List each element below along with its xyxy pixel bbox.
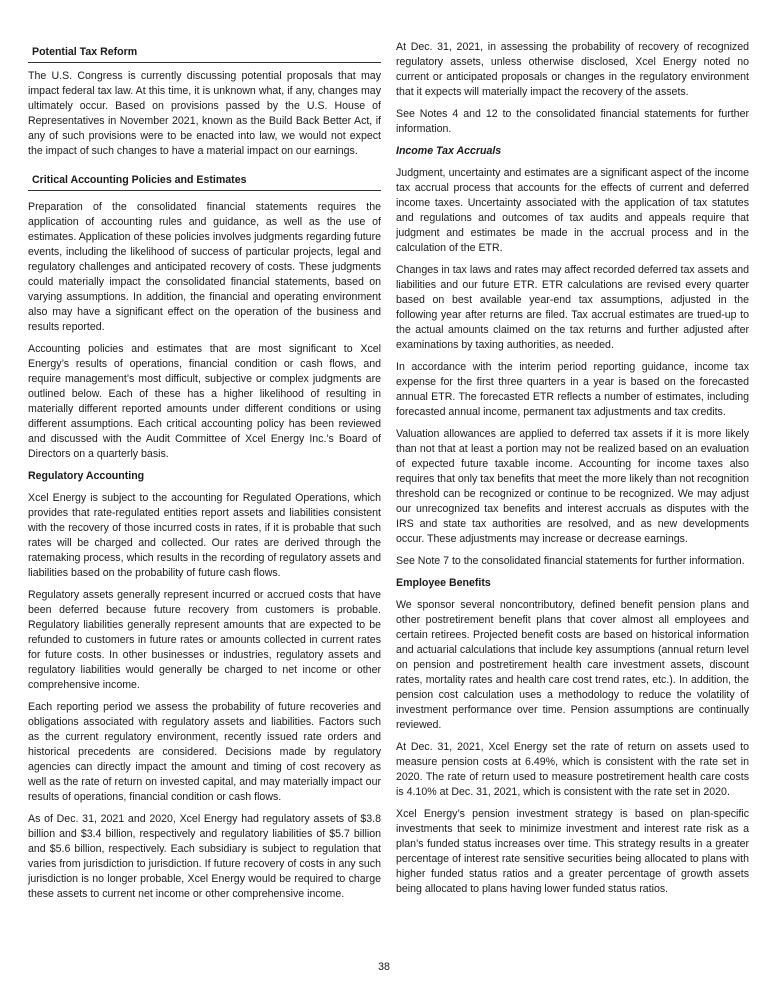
paragraph: The U.S. Congress is currently discussing potential proposals that may impact federal tax law. At this time, it is unknown what, if any, changes may ultimately occur. Based on provisions passed by the U.S. House of Representatives in November 2021, known as the Build Back Better Act, if any of such provisions were to be enacted into law, we would not expect the impact of such changes to have a material impact on our earnings. — [28, 70, 381, 157]
paragraph: As of Dec. 31, 2021 and 2020, Xcel Energy had regulatory assets of $3.8 billion and $3.4 billion, respectively and regulatory liabilities of $5.7 billion and $5.6 billion, respectively. Each subsidiary is subject to regulation that varies from jurisdiction to jurisdiction. If future recovery of costs in any such jurisdiction is no longer probable, Xcel Energy would be required to charge these assets to current net income or other comprehensive income. — [28, 813, 381, 900]
paragraph: Xcel Energy is subject to the accounting for Regulated Operations, which provides that rate-regulated entities report assets and liabilities consistent with the recovery of those incurred costs in rates, if it is probable that such rates will be charged and collected. Our rates are derived through the ratemaking process, which results in the recording of regulatory assets and liabilities based on the probability of future cash flows. — [28, 492, 381, 579]
subheading-income-tax-accruals: Income Tax Accruals — [396, 145, 502, 157]
paragraph: See Note 7 to the consolidated financial statements for further information. — [396, 555, 745, 567]
paragraph: See Notes 4 and 12 to the consolidated financial statements for further information. — [396, 108, 749, 135]
paragraph: Each reporting period we assess the probability of future recoveries and obligations associated with regulatory assets and liabilities. Factors such as the current regulatory environment, recently issued rate orders and historical precedents are considered. Decisions made by regulatory agencies can directly impact the amount and timing of cost recovery as well as the rate of return on invested capital, and may materially impact our results of operations, financial condition or cash flows. — [28, 701, 381, 803]
right-column — [396, 40, 749, 904]
section-heading-critical-accounting: Critical Accounting Policies and Estimates — [28, 169, 381, 191]
paragraph: At Dec. 31, 2021, Xcel Energy set the rate of return on assets used to measure pension costs at 6.49%, which is consistent with the rate set in 2020. The rate of return used to measure postretirement health care costs is 4.10% at Dec. 31, 2021, which is consistent with the rate set in 2020. — [396, 741, 749, 798]
paragraph: Judgment, uncertainty and estimates are a significant aspect of the income tax accrual process that accounts for the effects of current and deferred income taxes. Uncertainty associated with the application of tax statutes and regulations and outcomes of tax audits and appeals require that judgment and estimates be made in the accrual process and in the calculation of the ETR. — [396, 167, 749, 254]
page-number: 38 — [378, 961, 390, 973]
paragraph: Changes in tax laws and rates may affect recorded deferred tax assets and liabilities and our future ETR. ETR calculations are revised every quarter based on best available year-end tax assumptions, adjusted in the following year after returns are filed. Tax accrual estimates are trued-up to the actual amounts claimed on the tax returns and further adjusted after examinations by taxing authorities, as needed. — [396, 264, 749, 351]
paragraph: In accordance with the interim period reporting guidance, income tax expense for the first three quarters in a year is based on the forecasted annual ETR. The forecasted ETR reflects a number of estimates, including forecasted annual income, permanent tax adjustments and tax credits. — [396, 361, 749, 418]
subheading-regulatory-accounting: Regulatory Accounting — [28, 470, 145, 482]
paragraph: Preparation of the consolidated financial statements requires the application of accounting rules and guidance, as well as the use of estimates. Application of these policies involves judgments regarding future events, including the likelihood of success of particular projects, legal and regulatory challenges and anticipated recovery of costs. These judgments could materially impact the consolidated financial statements, based on varying assumptions. In addition, the financial and operating environment also may have a significant effect on the operation of the business and results reported. — [28, 201, 381, 333]
paragraph: Valuation allowances are applied to deferred tax assets if it is more likely than not that at least a portion may not be realized based on an evaluation of expected future taxable income. Accounting for income taxes also requires that only tax benefits that meet the more likely than not recognition threshold can be recognized or continue to be recognized. We may adjust our unrecognized tax benefits and interest accruals as disputes with the IRS and state tax authorities are resolved, and as new developments occur. These adjustments may increase or decrease earnings. — [396, 428, 749, 545]
paragraph: Accounting policies and estimates that are most significant to Xcel Energy’s results of operations, financial condition or cash flows, and require management’s most difficult, subjective or complex judgments are outlined below. Each of these has a higher likelihood of resulting in materially different reported amounts under different conditions or using different assumptions. Each critical accounting policy has been reviewed and discussed with the Audit Committee of Xcel Energy Inc.’s Board of Directors on a quarterly basis. — [28, 343, 381, 460]
left-column — [28, 41, 381, 909]
section-heading-potential-tax-reform: Potential Tax Reform — [28, 41, 381, 63]
paragraph: Xcel Energy’s pension investment strategy is based on plan-specific investments that seek to minimize investment and interest rate risk as a plan’s funded status increases over time. This strategy results in a greater percentage of interest rate sensitive securities being allocated to plans with higher funded status ratios and a greater percentage of growth assets being allocated to plans having lower funded status ratios. — [396, 808, 749, 895]
subheading-employee-benefits: Employee Benefits — [396, 577, 491, 589]
paragraph: We sponsor several noncontributory, defined benefit pension plans and other postretirement benefit plans that cover almost all employees and certain retirees. Projected benefit costs are based on historical information and actuarial calculations that include key assumptions (annual return level on pension and postretirement health care investment assets, discount rates, mortality rates and health care cost trend rates, etc.). In addition, the pension cost calculation uses a methodology to reduce the volatility of investment performance over time. Pension assumptions are continually reviewed. — [396, 599, 749, 731]
paragraph: Regulatory assets generally represent incurred or accrued costs that have been deferred because future recovery from customers is probable. Regulatory liabilities generally represent amounts that are expected to be refunded to customers in future rates or amounts collected in current rates for future costs. In other businesses or industries, regulatory assets and regulatory liabilities would generally be charged to net income or other comprehensive income. — [28, 589, 381, 691]
paragraph: At Dec. 31, 2021, in assessing the probability of recovery of recognized regulatory assets, unless otherwise disclosed, Xcel Energy noted no current or anticipated proposals or changes in the regulatory environment that it expects will materially impact the recovery of the assets. — [396, 41, 749, 98]
